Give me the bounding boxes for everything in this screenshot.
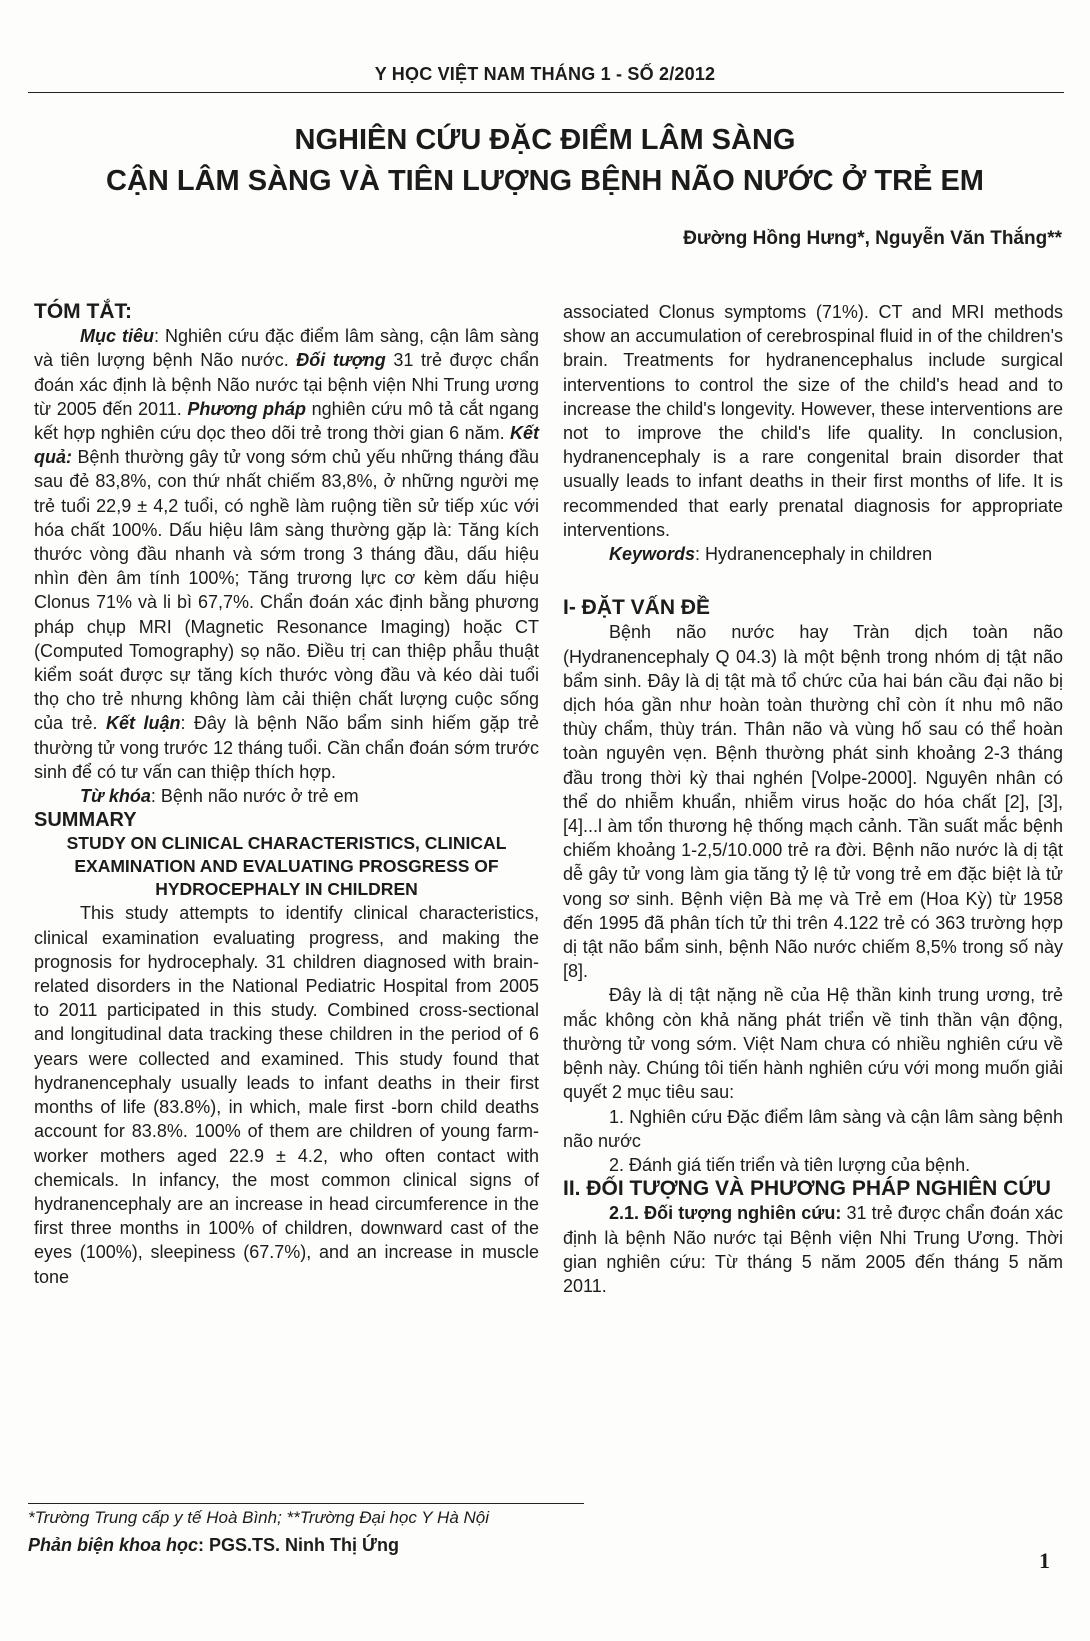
abstract-vi-heading: TÓM TẮT: [34, 300, 132, 323]
objectives-list [563, 1105, 1063, 1178]
section1-paragraph-2: Đây là dị tật nặng nề của Hệ thần kinh trung ương, trẻ mắc không còn khả năng phát triển về tinh thần vận động, thường tử vong sớm. Việt Nam chưa có nhiều nghiên cứu về bệnh này. Chúng tôi tiến hành nghiên cứu với mong muốn giải quyết 2 mục tiêu sau: [563, 985, 1063, 1103]
reviewer-label: Phản biện khoa học [28, 1535, 199, 1555]
journal-header: Y HỌC VIỆT NAM THÁNG 1 - SỐ 2/2012 [374, 64, 716, 84]
section2-heading: II. ĐỐI TƯỢNG VÀ PHƯƠNG PHÁP NGHIÊN CỨU [563, 1177, 1051, 1201]
page-number: 1 [1039, 1548, 1050, 1573]
keywords-vi [34, 784, 539, 808]
section1-heading: I- ĐẶT VẤN ĐỀ [563, 596, 710, 620]
footnote-rule [28, 1503, 584, 1504]
conclusion-text: : Đây là bệnh Não bẩm sinh hiếm gặp trẻ thường tử vong trước 12 tháng tuổi. Cần chẩn đoán sớm trước sinh để có tư vấn can thiệp thích hợp. [34, 713, 540, 782]
keywords-en-label: Keywords [609, 544, 696, 565]
left-column [34, 300, 539, 1289]
results-text: Bệnh thường gây tử vong sớm chủ yếu những tháng đầu sau đẻ 83,8%, con thứ nhất chiếm 83,8%, ở những người mẹ trẻ tuổi 22,9 ± 4,2 tuổi, có nghề làm ruộng tiền sử tiếp xúc với hóa chất 100%. Dấu hiệu lâm sàng thường gặp là: Tăng kích thước vòng đầu nhanh và sớm trong 3 tháng đầu, dấu hiệu nhìn đèn âm tính 100%; Tăng trương lực cơ kèm dấu hiệu Clonus 71% và li bì 67,7%. Chẩn đoán xác định bằng phương pháp chụp MRI (Magnetic Resonance Imaging) hoặc CT (Computed Tomography) sọ não. Điều trị can thiệp phẫu thuật kiểm soát được sự tăng kích thước vòng đầu và kéo dài tuổi thọ cho trẻ nhưng không làm cải thiện chất lượng cuộc sống của trẻ. [34, 447, 539, 734]
conclusion-label: Kết luận [106, 713, 181, 734]
reviewer [28, 1535, 399, 1556]
keywords-vi-text: : Bệnh não nước ở trẻ em [150, 786, 359, 807]
section2-subsection [563, 1201, 1063, 1298]
abstract-vi-body [34, 324, 539, 784]
right-column [563, 300, 1063, 1298]
objective-text: : Nghiên cứu đặc điểm lâm sàng, cận lâm sàng và tiên lượng bệnh Não nước. [34, 326, 539, 371]
reviewer-name: : PGS.TS. Ninh Thị Ứng [198, 1535, 399, 1555]
objective-item-2: 2. Đánh giá tiến triển và tiên lượng của bệnh. [609, 1154, 971, 1175]
title-line-2: CẬN LÂM SÀNG VÀ TIÊN LƯỢNG BỆNH NÃO NƯỚC Ở TRẺ EM [106, 165, 984, 197]
summary-heading: SUMMARY [34, 809, 137, 832]
objective-item-1: 1. Nghiên cứu Đặc điểm lâm sàng và cận lâm sàng bệnh não nước [563, 1106, 1063, 1151]
objective-label: Mục tiêu [80, 326, 154, 347]
results-label: Kết quả: [34, 423, 539, 468]
method-label: Phương pháp [187, 398, 306, 419]
keywords-en [563, 542, 1063, 566]
summary-text: This study attempts to identify clinical characteristics, clinical examination evaluating progress, and making the prognosis for hydrocephaly. 31 children diagnosed with brain-related disorders in the National Pediatric Hospital from 2005 to 2011 participated in this study. Combined cross-sectional and longitudinal data tracking these children in the period of 6 years were collected and examined. This study found that hydranencephaly usually leads to infant deaths in their first months of life (83.8%), in which, male first -born child deaths account for 83.8%. 100% of them are children of young farm-worker mothers aged 22.9 ± 4.2, who often contact with chemicals. In infancy, the most common clinical signs of hydranencephaly are an increase in head circumference in the first three months in 100% of children, downward cast of the eyes (100%), sleepiness (67.7%), and an increase in muscle tone [34, 903, 539, 1287]
summary-text-continued: associated Clonus symptoms (71%). CT and MRI methods show an accumulation of cerebrospinal fluid in of the children's brain. Treatments for hydranencephalus include surgical interventions to control the size of the child's head and to increase the child's longevity. However, these interventions are not to improve the child's life quality. In conclusion, hydranencephaly is a rare congenital brain disorder that usually leads to infant deaths in their first months of life. It is recommended that early prenatal diagnosis for appropriate interventions. [563, 302, 1063, 540]
subsection-label: 2.1. Đối tượng nghiên cứu: [609, 1203, 842, 1224]
subsection-text: 31 trẻ được chẩn đoán xác định là bệnh Não nước tại Bệnh viện Nhi Trung Ương. Thời gian nghiên cứu: Từ tháng 5 năm 2005 đến tháng 5 năm 2011. [563, 1203, 1063, 1296]
keywords-vi-label: Từ khóa [80, 786, 151, 807]
subjects-text: 31 trẻ được chẩn đoán xác định là bệnh Não nước tại bệnh viện Nhi Trung ương từ 2005 đến 2011. [34, 350, 539, 419]
section1-paragraph-1: Bệnh não nước hay Tràn dịch toàn não (Hydranencephaly Q 04.3) là một bệnh trong nhóm dị tật não bẩm sinh. Đây là dị tật mà tổ chức của hai bán cầu đại não bị dịch hóa gần như hoàn toàn thường chỉ còn ít nhu mô não thùy chẩm, thùy trán. Thân não và vùng hố sau có thể hoàn toàn nguyên vẹn. Bệnh thường phát sinh khoảng 2-3 tháng đầu trong thời kỳ thai nghén [Volpe-2000]. Nguyên nhân có thể do nhiễm khuẩn, nhiễm virus hoặc do hóa chất [2], [3], [4]...l àm tổn thương hệ thống mạch cảnh. Tần suất mắc bệnh chiếm khoảng 1-2,5/10.000 trẻ ra đời. Bệnh não nước là dị tật dễ gây tử vong làm gia tăng tỷ lệ tử vong trẻ em đặc biệt là tử vong sơ sinh. Bệnh viện Bà mẹ và Trẻ em (Hoa Kỳ) từ 1958 đến 1995 đã phân tích tử thi trên 4.122 trẻ có 363 trường hợp dị tật não bẩm sinh, bệnh Não nước chiếm 8,5% trong số này [8]. [563, 622, 1063, 982]
article-title [0, 120, 1090, 202]
title-line-1: NGHIÊN CỨU ĐẶC ĐIỂM LÂM SÀNG [294, 124, 796, 156]
keywords-en-text: : Hydranencephaly in children [695, 544, 933, 565]
summary-title: STUDY ON CLINICAL CHARACTERISTICS, CLINICAL EXAMINATION AND EVALUATING PROSGRESS OF HYDROCEPHALY IN CHILDREN [66, 833, 507, 900]
method-text: nghiên cứu mô tả cắt ngang kết hợp nghiên cứu dọc theo dõi trẻ trong thời gian 6 năm. [34, 398, 539, 444]
subjects-label: Đối tượng [296, 350, 386, 371]
header-rule [28, 92, 1064, 93]
authors: Đường Hồng Hưng*, Nguyễn Văn Thắng** [683, 228, 1062, 249]
footnote: *Trường Trung cấp y tế Hoà Bình; **Trường Đại học Y Hà Nội [28, 1508, 490, 1527]
